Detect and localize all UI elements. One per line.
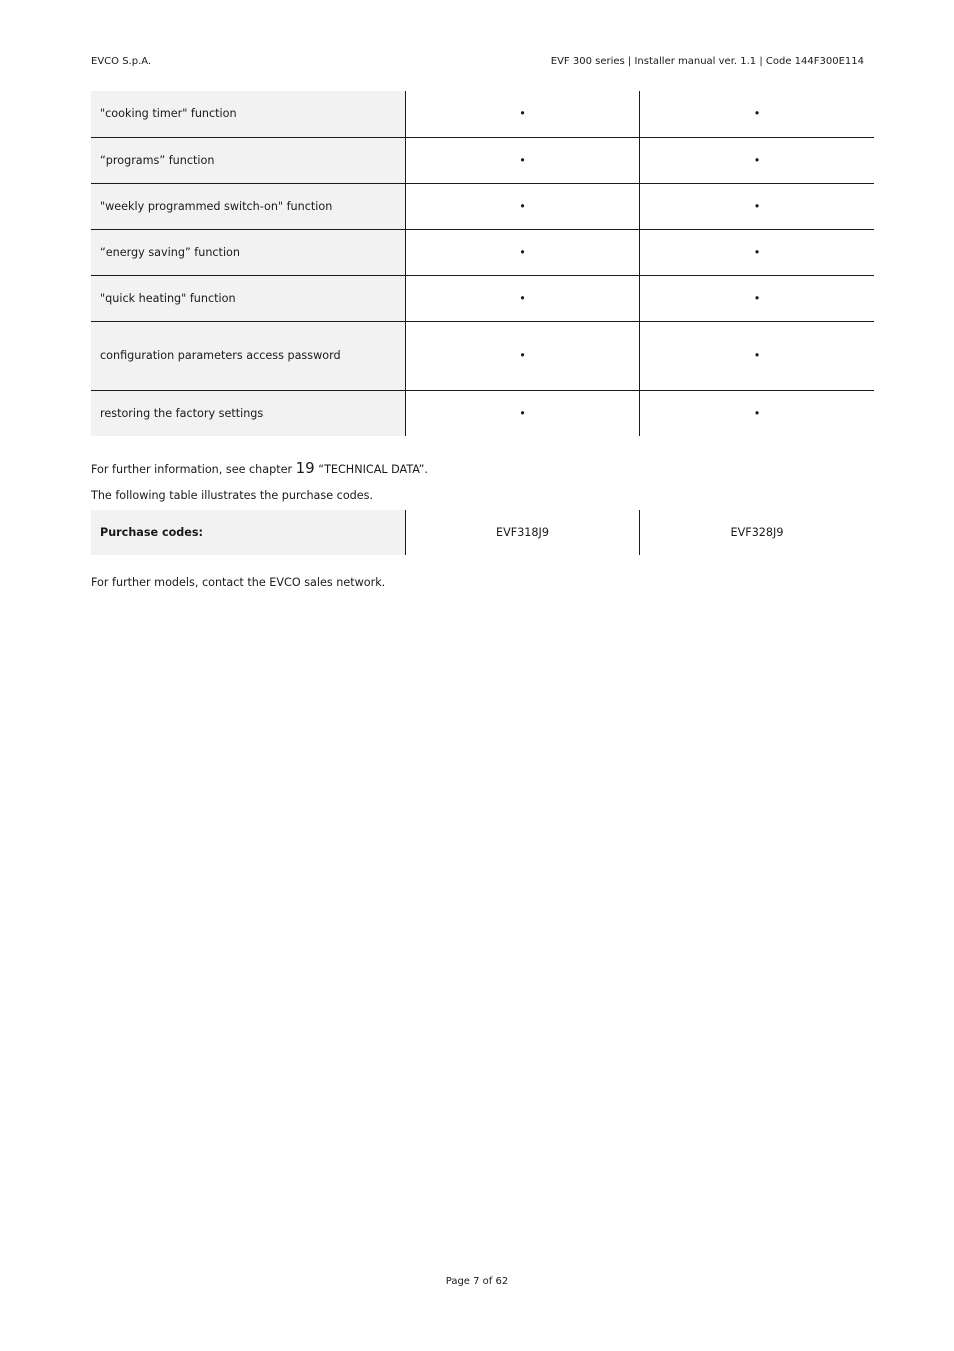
feature-label: “programs” function xyxy=(91,137,406,183)
feature-label: "quick heating" function xyxy=(91,275,406,321)
purchase-intro-text: The following table illustrates the purchase codes. xyxy=(91,489,374,502)
feature-mark-evf318j9: • xyxy=(406,229,640,275)
table-row xyxy=(91,390,874,436)
feature-mark-evf328j9: • xyxy=(640,137,875,183)
table-row xyxy=(91,137,874,183)
feature-mark-evf328j9: • xyxy=(640,91,875,137)
features-table xyxy=(91,91,874,436)
further-info-before: For further information, see chapter xyxy=(91,463,296,476)
feature-mark-evf318j9: • xyxy=(406,321,640,390)
further-info-after: “TECHNICAL DATA”. xyxy=(314,463,428,476)
header-doc-info: EVF 300 series | Installer manual ver. 1.1 | Code 144F300E114 xyxy=(550,56,864,67)
table-row xyxy=(91,229,874,275)
table-row xyxy=(91,510,874,555)
feature-mark-evf328j9: • xyxy=(640,390,875,436)
further-info-text xyxy=(91,459,428,477)
purchase-code-evf318j9: EVF318J9 xyxy=(406,510,640,555)
purchase-codes-table xyxy=(91,510,874,555)
table-row xyxy=(91,183,874,229)
feature-mark-evf318j9: • xyxy=(406,91,640,137)
feature-label: "weekly programmed switch-on" function xyxy=(91,183,406,229)
purchase-code-evf328j9: EVF328J9 xyxy=(640,510,875,555)
table-row xyxy=(91,321,874,390)
feature-mark-evf328j9: • xyxy=(640,275,875,321)
feature-label: "cooking timer" function xyxy=(91,91,406,137)
feature-mark-evf328j9: • xyxy=(640,229,875,275)
purchase-codes-label: Purchase codes: xyxy=(91,510,406,555)
feature-mark-evf318j9: • xyxy=(406,275,640,321)
feature-mark-evf318j9: • xyxy=(406,183,640,229)
feature-mark-evf318j9: • xyxy=(406,390,640,436)
feature-label: configuration parameters access password xyxy=(91,321,406,390)
feature-mark-evf318j9: • xyxy=(406,137,640,183)
feature-mark-evf328j9: • xyxy=(640,183,875,229)
table-row xyxy=(91,91,874,137)
feature-label: “energy saving” function xyxy=(91,229,406,275)
feature-mark-evf328j9: • xyxy=(640,321,875,390)
table-row xyxy=(91,275,874,321)
header-company: EVCO S.p.A. xyxy=(91,56,152,67)
page-number: Page 7 of 62 xyxy=(445,1276,509,1287)
chapter-reference[interactable]: 19 xyxy=(295,459,315,477)
feature-label: restoring the factory settings xyxy=(91,390,406,436)
further-models-text: For further models, contact the EVCO sales network. xyxy=(91,576,386,589)
